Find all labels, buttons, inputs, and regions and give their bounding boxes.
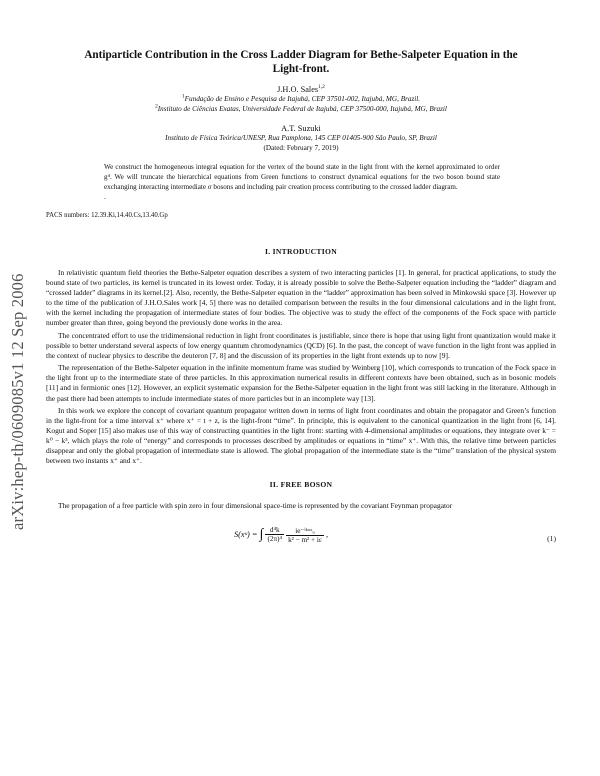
equation-tail: , (325, 529, 329, 539)
dated-line: (Dated: February 7, 2019) (263, 143, 339, 152)
arxiv-identifier: arXiv:hep-th/0609085v1 12 Sep 2006 (8, 273, 27, 530)
paper-title: Antiparticle Contribution in the Cross Ladder Diagram for Bethe-Salpeter Equation in the Light-front. (84, 49, 518, 75)
affiliation-2: $^2$Instituto de Ciências Exatas, Universidade Federal de Itajubá, CEP 37500-000, Itajubá, MG, Brazil (155, 103, 447, 114)
intro-paragraph-2: The concentrated effort to use the tridimensional reduction in light front coordinates is justifiable, since there is hope that using light front quantization would make it possible to better understand several aspects of low energy quantum chromodynamics (QCD) [6]. In the past, the concept of wave function in the light front was applied in the context of nuclear physics to describe the deuteron [7, 8] and the discussion of its properties in the light front extends up to now [9]. (46, 330, 556, 360)
section-introduction-heading: I. INTRODUCTION (264, 246, 337, 256)
abstract: We construct the homogeneous integral equation for the vertex of the bound state in the light front with the kernel approximated to order g⁴. We will truncate the hierarchical equations from Green functions to construct dynamical equations for the two boson bound state exchanging interacting intermediate σ bosons and including pair creation process contributing to the crossed ladder diagram. (104, 162, 500, 192)
section-free-boson-heading: II. FREE BOSON (269, 480, 333, 490)
fraction-integrand: $\frac{\text{ie⁻ⁱᵏᵘˣᵤ}}{\text{k² − m² + iε}}$ (288, 526, 322, 544)
integral-sign: ∫ (259, 526, 264, 542)
author-1: J.H.O. Sales$^{1,2}$ (277, 84, 325, 94)
abstract-trailing: . (104, 192, 106, 201)
equation-number: (1) (547, 533, 556, 543)
paper-page (46, 48, 556, 552)
equation-1 (46, 522, 556, 552)
pacs-numbers: PACS numbers: 12.39.Ki,14.40.Cs,13.40.Gp (46, 211, 168, 219)
free-boson-paragraph-1: The propagation of a free particle with spin zero in four dimensional space-time is represented by the covariant Feynman propagator (58, 501, 453, 511)
fraction-measure: $\frac{\text{d⁴k}}{\text{(2π)⁴}}$ (267, 526, 282, 543)
equation-lhs: S(xᵘ) = (234, 529, 258, 539)
affiliation-1: $^1$Fundação de Ensino e Pesquisa de Itajubá, CEP 37501-002, Itajubá, MG, Brazil. (181, 93, 421, 103)
author-2: A.T. Suzuki (281, 123, 321, 133)
affiliation-3: Instituto de Física Teórica/UNESP, Rua Pamplona, 145 CEP 01405-900 São Paulo, SP, Brazil (165, 133, 437, 142)
intro-paragraph-1: In relativistic quantum field theories the Bethe-Salpeter equation describes a system of two interacting particles [1]. In general, for practical applications, to study the bound state of two particles, its kernel is truncated in its lowest order. Today, it is already possible to solve the Bethe-Salpeter equation including the “ladder” diagram and “crossed ladder” diagrams in its kernel.[2]. Also, recently, the Bethe-Salpeter equation in the “ladder” approximation has been solved in Minkowski space [3]. However up to the time of the publication of J.H.O.Sales work [4, 5] there was no detailed comparison between the results in the four dimensional calculations and in the light front, with the kernel including the propagation of intermediate states of four bodies. The objective was to study the effect of the components of the Fock space with particle number greater than three, going beyond the previously done works in the area. (46, 267, 556, 328)
intro-paragraph-4: In this work we explore the concept of covariant quantum propagator written down in terms of light front coordinates and obtain the propagator and Green’s function in the light-front for a time interval x⁺ where x⁺ = t + z, is the light-front “time”. In principle, this is equivalent to the canonical quantization in the light front [6, 14]. Kogut and Soper [15] also makes use of this way of constructing quantities in the light front: starting with 4-dimensional amplitudes or equations, they integrate over k⁻ = k⁰ − k³, which plays the role of “energy” and corresponds to processes described by amplitudes or equations in “time” x⁺. With this, the relative time between particles disappear and only the global propagation of intermediate state is allowed. The global propagation of the intermediate state is the “time” translation of the physical system between two instants x⁺ and x⁺. (46, 406, 556, 466)
intro-paragraph-3: The representation of the Bethe-Salpeter equation in the infinite momentum frame was studied by Weinberg [10], which corresponds to truncation of the Fock space in the light front up to the intermediate state of three particles. In this approximation numerical results in different contexts have been obtained, such as in bosonic models [11] and in fermionic ones [12]. However, an explicit systematic expansion for the Bethe-Salpeter equation in the light front was still lacking in the literature. Although in the past there had been attempts to include intermediate states of more particles but in an incomplete way [13]. (46, 363, 556, 403)
